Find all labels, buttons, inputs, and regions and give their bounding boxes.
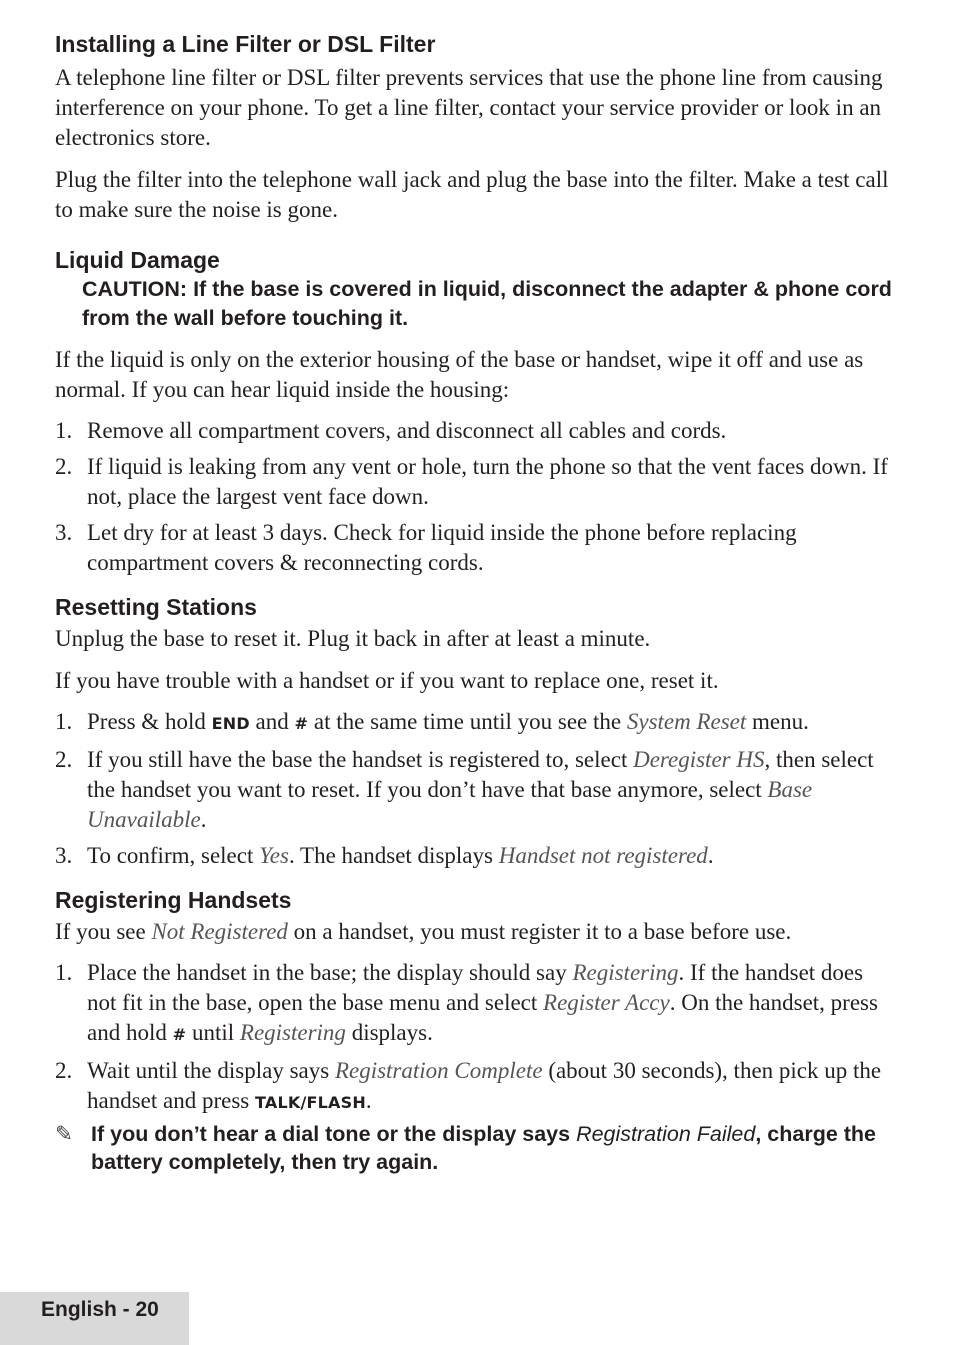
step-number: 3. xyxy=(55,520,73,545)
caution-text: CAUTION: If the base is covered in liquid, disconnect the adapter & phone cord from the wall before touching it. xyxy=(82,277,892,330)
menu-term: System Reset xyxy=(626,709,747,734)
page-footer xyxy=(0,1292,189,1345)
line-filter-paragraph: A telephone line filter or DSL filter prevents services that use the phone line from causing interference on your phone. To get a line filter, contact your service provider or look in an electronics store. xyxy=(55,65,883,150)
step-text: Remove all compartment covers, and disconnect all cables and cords. xyxy=(87,418,727,443)
manual-page xyxy=(55,30,895,1176)
step-number: 2. xyxy=(55,454,73,479)
resetting-steps xyxy=(55,707,895,871)
step-number: 1. xyxy=(55,960,73,985)
display-term: Not Registered xyxy=(151,919,288,944)
step-number: 1. xyxy=(55,418,73,443)
menu-term: Yes xyxy=(259,843,289,868)
list-item: 1. Place the handset in the base; the display should say Registering. If the handset does not fit in the base, open the base menu and select Register Accy. On the handset, press and hold # until Registering displays. xyxy=(55,960,878,1045)
liquid-damage-heading: Liquid Damage xyxy=(55,247,220,273)
resetting-paragraph-1: Unplug the base to reset it. Plug it back in after at least a minute. xyxy=(55,626,651,651)
resetting-paragraph-2: If you have trouble with a handset or if you want to replace one, reset it. xyxy=(55,668,719,693)
menu-term: Register Accy xyxy=(543,990,670,1015)
display-term: Registration Complete xyxy=(334,1058,543,1083)
list-item xyxy=(55,452,895,512)
display-term: Registration Failed xyxy=(576,1122,756,1146)
resetting-heading: Resetting Stations xyxy=(55,594,257,620)
display-term: Handset not registered xyxy=(498,843,708,868)
display-term: Registering xyxy=(572,960,679,985)
list-item xyxy=(55,416,895,446)
step-number: 1. xyxy=(55,709,73,734)
liquid-steps xyxy=(55,416,895,578)
step-number: 2. xyxy=(55,1058,73,1083)
list-item: 3. To confirm, select Yes. The handset displays Handset not registered. xyxy=(55,841,895,871)
end-key-label: END xyxy=(211,714,250,733)
talk-flash-key-label: TALK/FLASH xyxy=(255,1093,366,1112)
registering-steps xyxy=(55,958,895,1118)
list-item xyxy=(55,518,895,578)
registering-paragraph: If you see Not Registered on a handset, you must register it to a base before use. xyxy=(55,919,792,944)
display-term: Registering xyxy=(239,1020,346,1045)
pound-key-label: # xyxy=(172,1025,187,1044)
note-block: ✎ If you don’t hear a dial tone or the display says Registration Failed, charge the battery completely, then try again. xyxy=(55,1122,877,1174)
pound-key-label: # xyxy=(294,714,309,733)
page-number-label: English - 20 xyxy=(41,1298,159,1321)
liquid-paragraph: If the liquid is only on the exterior housing of the base or handset, wipe it off and use as normal. If you can hear liquid inside the housing: xyxy=(55,347,864,402)
step-number: 3. xyxy=(55,843,73,868)
menu-term: Base Unavailable xyxy=(87,777,813,832)
list-item: 2. Wait until the display says Registration Complete (about 30 seconds), then pick up the handset and press TALK/FLASH. xyxy=(55,1058,882,1113)
note-pencil-icon: ✎ xyxy=(55,1122,74,1146)
registering-heading: Registering Handsets xyxy=(55,887,292,913)
menu-term: Deregister HS xyxy=(633,747,765,772)
line-filter-instructions: Plug the filter into the telephone wall jack and plug the base into the filter. Make a test call to make sure the noise is gone. xyxy=(55,167,889,222)
step-text: Let dry for at least 3 days. Check for liquid inside the phone before replacing compartment covers & reconnecting cords. xyxy=(87,520,797,575)
step-text: If liquid is leaking from any vent or hole, turn the phone so that the vent faces down. If not, place the largest vent face down. xyxy=(87,454,888,509)
line-filter-heading: Installing a Line Filter or DSL Filter xyxy=(55,31,436,57)
list-item: 2. If you still have the base the handset is registered to, select Deregister HS, then select the handset you want to reset. If you don’t have that base anymore, select Base Unavailable. xyxy=(55,747,874,832)
list-item: 1. Press & hold END and # at the same time until you see the System Reset menu. xyxy=(55,707,895,739)
step-number: 2. xyxy=(55,747,73,772)
